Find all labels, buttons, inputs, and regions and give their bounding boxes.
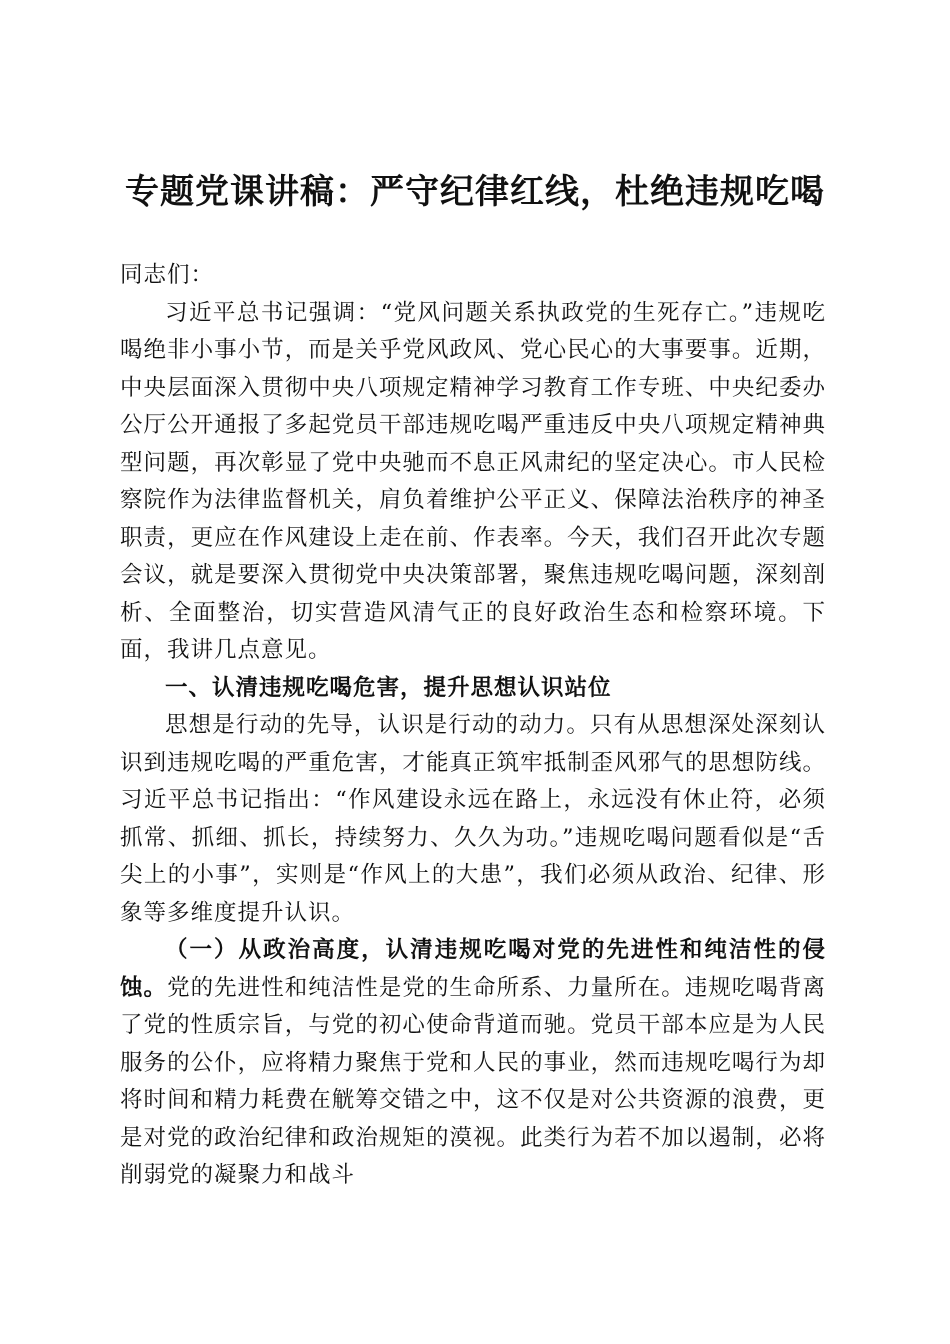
document-title: 专题党课讲稿：严守纪律红线，杜绝违规吃喝 [125, 172, 825, 212]
paragraph-intro: 习近平总书记强调：“党风问题关系执政党的生死存亡。”违规吃喝绝非小事小节，而是关乎党风政风、党心民心的大事要事。近期，中央层面深入贯彻中央八项规定精神学习教育工作专班、中央纪委办公厅公开通报了多起党员干部违规吃喝严重违反中央八项规定精神典型问题，再次彰显了党中央驰而不息正风肃纪的坚定决心。市人民检察院作为法律监督机关，肩负着维护公平正义、保障法治秩序的神圣职责，更应在作风建设上走在前、作表率。今天，我们召开此次专题会议，就是要深入贯彻党中央决策部署，聚焦违规吃喝问题，深刻剖析、全面整治，切实营造风清气正的良好政治生态和检察环境。下面，我讲几点意见。 [120, 299, 826, 663]
paragraph-section-1: 思想是行动的先导，认识是行动的动力。只有从思想深处深刻认识到违规吃喝的严重危害，才能真正筑牢抵制歪风邪气的思想防线。习近平总书记指出：“作风建设永远在路上，永远没有休止符，必须抓常、抓细、抓长，持续努力、久久为功。”违规吃喝问题看似是“舌尖上的小事”，实则是“作风上的大患”，我们必须从政治、纪律、形象等多维度提升认识。 [120, 712, 826, 926]
salutation: 同志们： [120, 262, 215, 288]
subsection-1-text: 党的先进性和纯洁性是党的生命所系、力量所在。违规吃喝背离了党的性质宗旨，与党的初心使命背道而驰。党员干部本应是为人民服务的公仆，应将精力聚焦于党和人民的事业，然而违规吃喝行为却将时间和精力耗费在觥筹交错之中，这不仅是对公共资源的浪费，更是对党的政治纪律和政治规矩的漠视。此类行为若不加以遏制，必将削弱党的凝聚力和战斗 [120, 974, 826, 1188]
document-body [120, 257, 826, 1195]
paragraph-subsection-1 [120, 932, 826, 1195]
section-heading-1: 一、认清违规吃喝危害，提升思想认识站位 [165, 674, 612, 701]
subsection-heading-1: （一）从政治高度，认清违规吃喝对党的先进性和纯洁性的侵蚀。 [120, 937, 826, 1001]
